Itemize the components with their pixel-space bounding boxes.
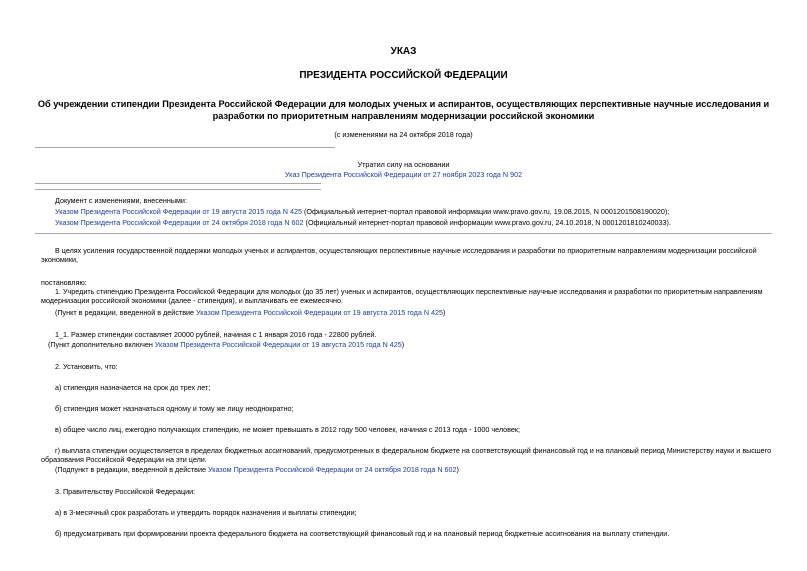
paragraph-2b: б) стипендия может назначаться одному и тому же лицу неоднократно; xyxy=(55,404,294,413)
amendment-item-1: Указом Президента Российской Федерации от 19 августа 2015 года N 425 (Официальный интернет-портал правовой информации www.pravo.gov.ru, 19.08.2015, N 0001201508190020); xyxy=(55,207,670,216)
paragraph-3: 3. Правительству Российской Федерации: xyxy=(55,487,196,496)
amendment-item-2: Указом Президента Российской Федерации от 24 октября 2018 года N 602 (Официальный интернет-портал правовой информации www.pravo.gov.ru, 24.10.2018, N 0001201810240033). xyxy=(55,218,671,227)
paragraph-1: 1. Учредить стипендию Президента Российской Федерации для молодых (до 35 лет) ученых и аспирантов, осуществляющих перспективные научные исследования и разработки по приоритетным направлениям модернизации российской экономики (далее - стипендия), и выплачивать ее ежемесячно. xyxy=(41,287,763,306)
paragraph-3b: б) предусматривать при формировании проекта федерального бюджета на соответствующий финансовый год и на плановый период бюджетные ассигнования на выплату стипендии. xyxy=(55,529,670,538)
doc-subject-title: Об учреждении стипендии Президента Российской Федерации для молодых ученых и аспирантов, осуществляющих перспективные научные исследования и разработки по приоритетным направлениям модернизации российской экономики xyxy=(37,99,770,121)
paragraph-2v: в) общее число лиц, ежегодно получающих стипендию, не может превышать в 2012 году 500 человек, начиная с 2013 года - 1000 человек; xyxy=(55,425,521,434)
decree-word: постановляю: xyxy=(41,278,87,287)
doc-type-heading: УКАЗ xyxy=(390,46,417,57)
paragraph-2g-note-link[interactable]: Указом Президента Российской Федерации от 24 октября 2018 года N 602 xyxy=(207,465,457,474)
paragraph-1-note-link[interactable]: Указом Президента Российской Федерации от 19 августа 2015 года N 425 xyxy=(196,308,444,317)
paragraph-1-1: 1_1. Размер стипендии составляет 20000 рублей, начиная с 1 января 2016 года - 22800 рублей. xyxy=(55,330,377,339)
paragraph-2: 2. Установить, что: xyxy=(55,362,118,371)
doc-issuer-heading: ПРЕЗИДЕНТА РОССИЙСКОЙ ФЕДЕРАЦИИ xyxy=(299,70,508,81)
amendments-header: Документ с изменениями, внесенными: xyxy=(55,196,187,205)
preamble-paragraph: В целях усиления государственной поддержки молодых ученых и аспирантов, осуществляющих перспективные научные исследования и разработки по приоритетным направлениям модернизации российской экономики, xyxy=(41,246,757,265)
paragraph-1-1-note-link[interactable]: Указом Президента Российской Федерации от 19 августа 2015 года N 425 xyxy=(154,340,402,349)
paragraph-1-1-note: (Пункт дополнительно включен Указом Президента Российской Федерации от 19 августа 2015 года N 425) xyxy=(48,340,405,349)
paragraph-2g: г) выплата стипендии осуществляется в пределах бюджетных ассигнований, предусмотренных в федеральном бюджете на соответствующий финансовый год и на плановый период Министерству науки и высшего образования Российской Федерации на эти цели. xyxy=(41,446,772,465)
divider xyxy=(35,189,321,190)
paragraph-2g-note: (Подпункт в редакции, введенной в действие Указом Президента Российской Федерации от 24 октября 2018 года N 602) xyxy=(55,465,459,474)
divider xyxy=(35,183,321,184)
amendment-link-2[interactable]: Указом Президента Российской Федерации от 24 октября 2018 года N 602 xyxy=(55,218,304,227)
amendment-link-1[interactable]: Указом Президента Российской Федерации от 19 августа 2015 года N 425 xyxy=(55,207,302,216)
paragraph-2a: а) стипендия назначается на срок до трех лет; xyxy=(55,383,211,392)
lost-force-link[interactable]: Указ Президента Российской Федерации от 27 ноября 2023 года N 902 xyxy=(284,170,523,179)
divider xyxy=(35,233,772,234)
changes-note: (с изменениями на 24 октября 2018 года) xyxy=(334,130,473,139)
lost-force-text: Утратил силу на основании xyxy=(357,160,450,169)
paragraph-1-note: (Пункт в редакции, введенной в действие Указом Президента Российской Федерации от 19 августа 2015 года N 425) xyxy=(55,308,446,317)
divider xyxy=(35,147,335,148)
paragraph-3a: а) в 3-месячный срок разработать и утвердить порядок назначения и выплаты стипендии; xyxy=(55,508,357,517)
